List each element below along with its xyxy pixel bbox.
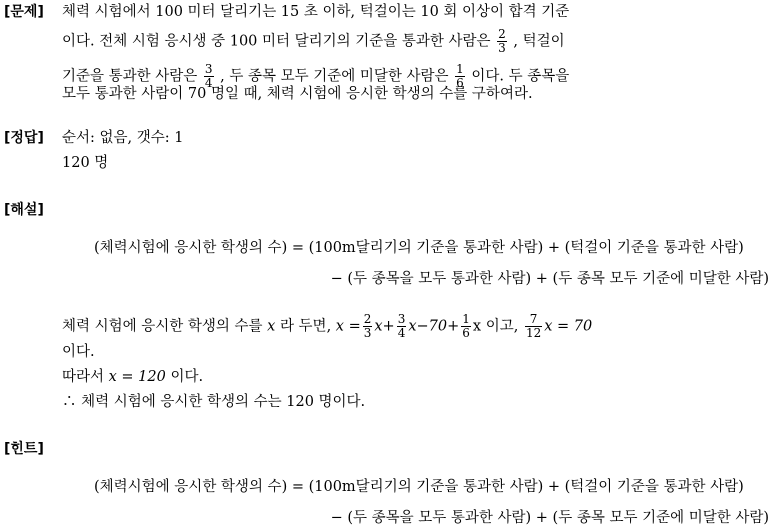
explanation-line-3	[62, 368, 203, 386]
equation-term: x 이고,	[472, 318, 519, 335]
fraction-numerator: 2	[363, 312, 372, 326]
problem-line-3-mid: , 두 종목 모두 기준에 미달한 사람은	[220, 68, 449, 85]
problem-line-2-tail: , 턱걸이	[513, 33, 565, 50]
fraction-one-sixth	[461, 313, 471, 340]
fraction-numerator: 3	[397, 312, 406, 326]
fraction-numerator: 7	[525, 313, 542, 327]
problem-line-3-tail: 이다. 두 종목을	[471, 68, 570, 85]
problem-heading: [문제]	[4, 4, 44, 20]
fraction-numerator: 1	[462, 312, 470, 326]
fraction-numerator: 3	[204, 62, 213, 76]
fraction-denominator: 12	[525, 326, 542, 340]
fraction-denominator: 6	[462, 326, 470, 340]
problem-line-1: 체력 시험에서 100 미터 달리기는 15 초 이하, 턱걸이는 10 회 이상이 합격 기준	[62, 4, 570, 20]
equation-solution: x = 120	[108, 369, 166, 385]
equation-result: x = 70	[544, 318, 593, 335]
explanation-line-1	[62, 313, 592, 340]
explanation-equation-1: (체력시험에 응시한 학생의 수) = (100m달리기의 기준을 통과한 사람) + (턱걸이 기준을 통과한 사람)	[94, 240, 744, 256]
problem-line-4: 모두 통과한 사람이 70 명일 때, 체력 시험에 응시한 학생의 수를 구하여라.	[62, 86, 533, 102]
answer-heading: [정답]	[4, 130, 44, 146]
variable-x: x	[267, 318, 276, 335]
hint-equation-2: − (두 종목을 모두 통과한 사람) + (두 종목 모두 기준에 미달한 사람)	[330, 510, 769, 526]
hint-heading: [힌트]	[4, 441, 44, 457]
explanation-line-2: 이다.	[62, 344, 95, 360]
problem-line-3-text: 기준을 통과한 사람은	[62, 68, 198, 85]
problem-line-2-text: 이다. 전체 시험 응시생 중 100 미터 달리기의 기준을 통과한 사람은	[62, 33, 491, 50]
explanation-equation-2: − (두 종목을 모두 통과한 사람) + (두 종목 모두 기준에 미달한 사람)	[330, 271, 769, 287]
explanation-line-1-let: 라 두면,	[279, 318, 332, 335]
explanation-conclusion: ∴ 체력 시험에 응시한 학생의 수는 120 명이다.	[62, 394, 366, 410]
fraction-denominator: 6	[456, 76, 464, 90]
explanation-line-1-text: 체력 시험에 응시한 학생의 수를	[62, 318, 263, 335]
fraction-two-thirds	[363, 313, 373, 340]
fraction-numerator: 1	[456, 62, 464, 76]
answer-line-1: 순서: 없음, 갯수: 1	[62, 130, 184, 146]
answer-line-2: 120 명	[62, 155, 109, 171]
equation-start: x =	[335, 318, 361, 335]
hint-equation-1: (체력시험에 응시한 학생의 수) = (100m달리기의 기준을 통과한 사람) + (턱걸이 기준을 통과한 사람)	[94, 479, 744, 495]
equation-term: x+	[374, 318, 395, 335]
fraction-numerator: 2	[498, 27, 506, 41]
fraction-denominator: 4	[204, 76, 213, 90]
fraction-two-thirds	[497, 28, 507, 55]
fraction-denominator: 4	[397, 326, 406, 340]
explanation-line-3-tail: 이다.	[170, 369, 204, 385]
explanation-line-3-text: 따라서	[62, 369, 105, 385]
explanation-heading: [해설]	[4, 202, 44, 218]
problem-line-2	[62, 28, 565, 55]
fraction-denominator: 3	[363, 326, 372, 340]
equation-term: x−70+	[408, 318, 460, 335]
fraction-seven-twelfths	[525, 313, 542, 340]
fraction-three-quarters	[397, 313, 407, 340]
fraction-denominator: 3	[498, 41, 506, 55]
